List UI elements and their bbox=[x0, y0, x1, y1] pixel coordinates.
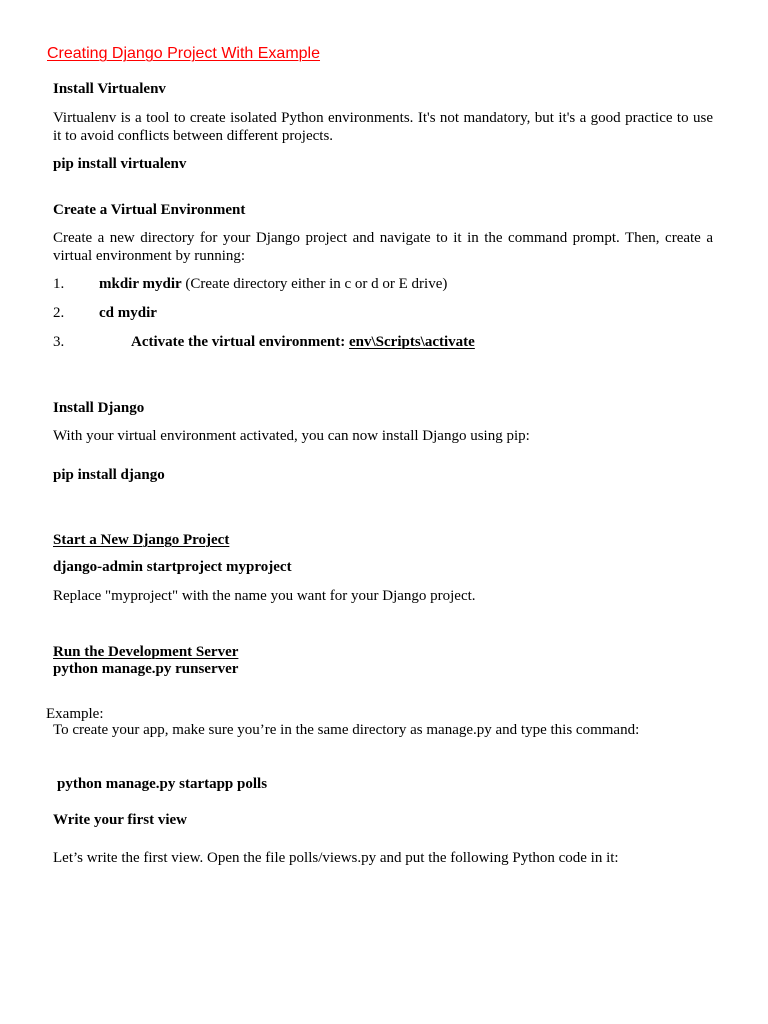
step-number: 1. bbox=[53, 276, 65, 292]
start-project-heading-text: Start a New Django Project bbox=[53, 532, 230, 548]
section-heading-start-project bbox=[53, 531, 713, 549]
paragraph-example: To create your app, make sure you’re in the same directory as manage.py and type this command: bbox=[53, 722, 640, 738]
section-heading-run-server bbox=[53, 643, 713, 661]
section-heading-install-virtualenv: Install Virtualenv bbox=[53, 81, 166, 97]
step-note: (Create directory either in c or d or E drive) bbox=[181, 276, 448, 292]
section-heading-create-venv: Create a Virtual Environment bbox=[53, 202, 246, 218]
activate-path-link[interactable]: env\Scripts\activate bbox=[349, 334, 475, 350]
step-number: 3. bbox=[53, 334, 65, 350]
document-title: Creating Django Project With Example bbox=[47, 45, 321, 62]
section-heading-first-view: Write your first view bbox=[53, 812, 187, 828]
step-command: cd mydir bbox=[99, 305, 157, 321]
paragraph-project: Replace "myproject" with the name you want for your Django project. bbox=[53, 588, 476, 604]
section-heading-install-django: Install Django bbox=[53, 400, 145, 416]
command-pip-install-django: pip install django bbox=[53, 467, 165, 483]
command-startproject: django-admin startproject myproject bbox=[53, 559, 292, 575]
run-server-heading-text: Run the Development Server bbox=[53, 644, 239, 660]
step-command: mkdir mydir bbox=[99, 276, 182, 292]
paragraph-first-view: Let’s write the first view. Open the file polls/views.py and put the following Python code in it: bbox=[53, 850, 619, 866]
paragraph-virtualenv: Virtualenv is a tool to create isolated Python environments. It's not mandatory, but it's a good practice to use it to avoid conflicts between different projects. bbox=[53, 110, 713, 144]
step-number: 2. bbox=[53, 305, 65, 321]
command-runserver: python manage.py runserver bbox=[53, 661, 239, 677]
step-item bbox=[131, 333, 475, 351]
command-startapp: python manage.py startapp polls bbox=[57, 776, 268, 792]
step-item bbox=[99, 275, 447, 293]
command-pip-install-virtualenv: pip install virtualenv bbox=[53, 156, 187, 172]
step-command: Activate the virtual environment: bbox=[131, 334, 350, 350]
example-label: Example: bbox=[46, 706, 104, 722]
paragraph-venv: Create a new directory for your Django project and navigate to it in the command prompt. Then, create a virtual environment by running: bbox=[53, 230, 713, 264]
paragraph-django: With your virtual environment activated, you can now install Django using pip: bbox=[53, 428, 530, 444]
